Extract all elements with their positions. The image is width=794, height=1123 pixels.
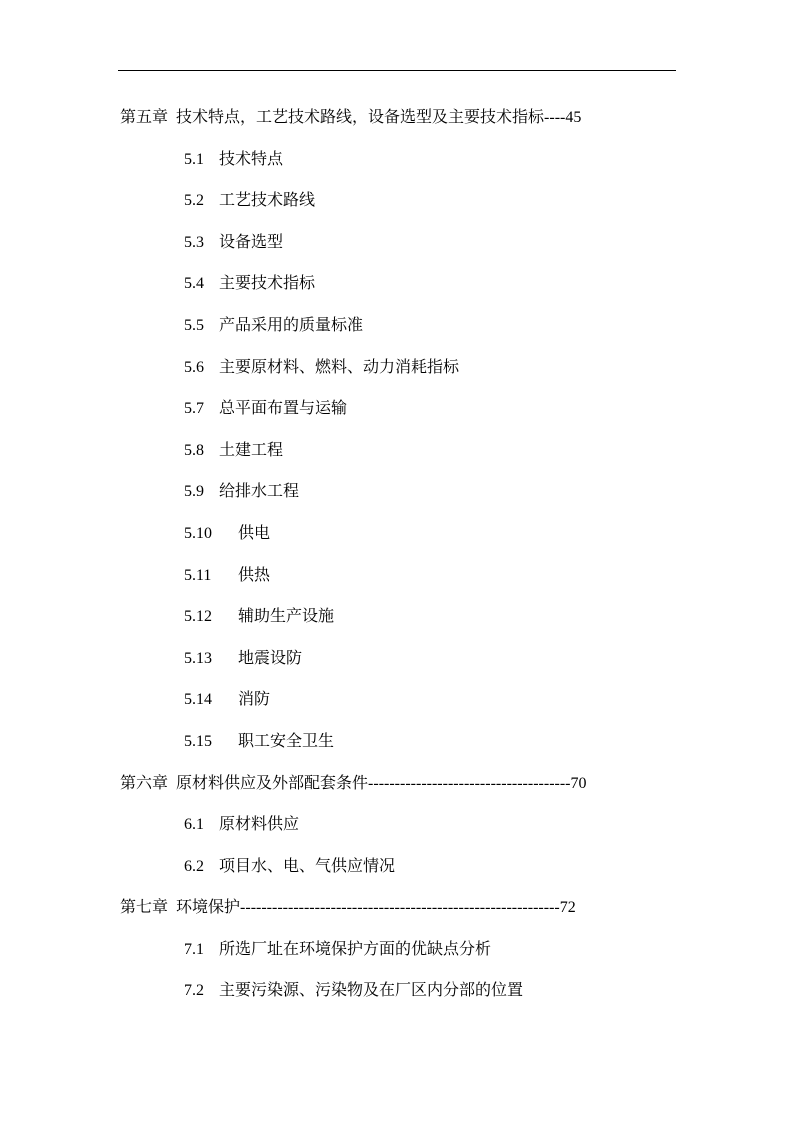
section-title: 消防 bbox=[238, 689, 271, 709]
leader-dots: ------------------------------------------------------------ bbox=[240, 899, 560, 917]
section-title: 土建工程 bbox=[219, 439, 284, 459]
section-number: 5.15 bbox=[184, 732, 212, 750]
section-title: 设备选型 bbox=[219, 231, 284, 251]
page-number: 45 bbox=[565, 109, 582, 126]
section-number: 5.4 bbox=[184, 275, 204, 293]
chapter-title: 技术特点，工艺技术路线，设备选型及主要技术指标 bbox=[176, 107, 545, 126]
section-title: 辅助生产设施 bbox=[238, 606, 335, 626]
section-title: 项目水、电、气供应情况 bbox=[219, 855, 396, 875]
toc-section-5-12[interactable] bbox=[0, 603, 794, 645]
table-of-contents bbox=[0, 104, 794, 1019]
toc-section-5-1[interactable] bbox=[0, 146, 794, 188]
toc-section-5-14[interactable] bbox=[0, 686, 794, 728]
section-number: 5.9 bbox=[184, 483, 204, 501]
toc-section-6-2[interactable] bbox=[0, 853, 794, 895]
section-title: 职工安全卫生 bbox=[238, 730, 335, 750]
section-title: 主要技术指标 bbox=[219, 273, 316, 293]
section-number: 5.13 bbox=[184, 649, 212, 667]
section-number: 5.5 bbox=[184, 316, 204, 334]
toc-section-7-1[interactable] bbox=[0, 936, 794, 978]
page-number: 70 bbox=[570, 774, 587, 792]
section-title: 所选厂址在环境保护方面的优缺点分析 bbox=[219, 938, 492, 958]
header-rule bbox=[118, 70, 676, 71]
section-number: 5.8 bbox=[184, 441, 204, 459]
chapter-title: 环境保护 bbox=[176, 897, 241, 917]
toc-section-7-2[interactable] bbox=[0, 977, 794, 1019]
section-title: 工艺技术路线 bbox=[219, 190, 316, 210]
section-number: 5.7 bbox=[184, 400, 204, 418]
section-title: 主要原材料、燃料、动力消耗指标 bbox=[219, 356, 460, 376]
toc-section-5-5[interactable] bbox=[0, 312, 794, 354]
section-title: 产品采用的质量标准 bbox=[219, 314, 364, 334]
section-number: 7.1 bbox=[184, 940, 204, 958]
toc-section-5-13[interactable] bbox=[0, 645, 794, 687]
section-title: 原材料供应 bbox=[219, 814, 300, 834]
section-number: 5.1 bbox=[184, 150, 204, 168]
toc-section-5-10[interactable] bbox=[0, 520, 794, 562]
section-title: 总平面布置与运输 bbox=[219, 398, 348, 418]
section-number: 5.14 bbox=[184, 691, 212, 709]
section-number: 5.2 bbox=[184, 192, 204, 210]
leader-dots: -------------------------------------- bbox=[368, 774, 571, 792]
section-title: 供电 bbox=[238, 522, 271, 542]
section-title: 主要污染源、污染物及在厂区内分部的位置 bbox=[219, 980, 524, 1000]
section-title: 地震设防 bbox=[238, 647, 303, 667]
section-number: 5.3 bbox=[184, 233, 204, 251]
toc-section-5-8[interactable] bbox=[0, 437, 794, 479]
chapter-number: 第六章 bbox=[120, 774, 169, 792]
section-number: 5.11 bbox=[184, 566, 212, 584]
section-number: 5.10 bbox=[184, 524, 212, 542]
leader-dots: ---- bbox=[544, 109, 566, 126]
toc-section-5-15[interactable] bbox=[0, 728, 794, 770]
toc-section-5-7[interactable] bbox=[0, 395, 794, 437]
section-number: 6.2 bbox=[184, 857, 204, 875]
toc-section-5-3[interactable] bbox=[0, 229, 794, 271]
chapter-number: 第七章 bbox=[120, 899, 169, 917]
toc-section-6-1[interactable] bbox=[0, 811, 794, 853]
section-title: 给排水工程 bbox=[219, 481, 300, 501]
toc-chapter-5[interactable] bbox=[0, 104, 794, 146]
section-number: 7.2 bbox=[184, 982, 204, 1000]
section-number: 6.1 bbox=[184, 816, 204, 834]
section-title: 技术特点 bbox=[219, 148, 284, 168]
toc-section-5-4[interactable] bbox=[0, 270, 794, 312]
toc-section-5-11[interactable] bbox=[0, 562, 794, 604]
toc-section-5-9[interactable] bbox=[0, 478, 794, 520]
section-title: 供热 bbox=[238, 564, 271, 584]
chapter-number: 第五章 bbox=[120, 109, 169, 126]
section-number: 5.12 bbox=[184, 608, 212, 626]
toc-section-5-2[interactable] bbox=[0, 187, 794, 229]
toc-section-5-6[interactable] bbox=[0, 354, 794, 396]
toc-chapter-6[interactable] bbox=[0, 770, 794, 812]
toc-chapter-7[interactable] bbox=[0, 894, 794, 936]
section-number: 5.6 bbox=[184, 358, 204, 376]
page-number: 72 bbox=[559, 899, 576, 917]
chapter-title: 原材料供应及外部配套条件 bbox=[176, 772, 369, 792]
